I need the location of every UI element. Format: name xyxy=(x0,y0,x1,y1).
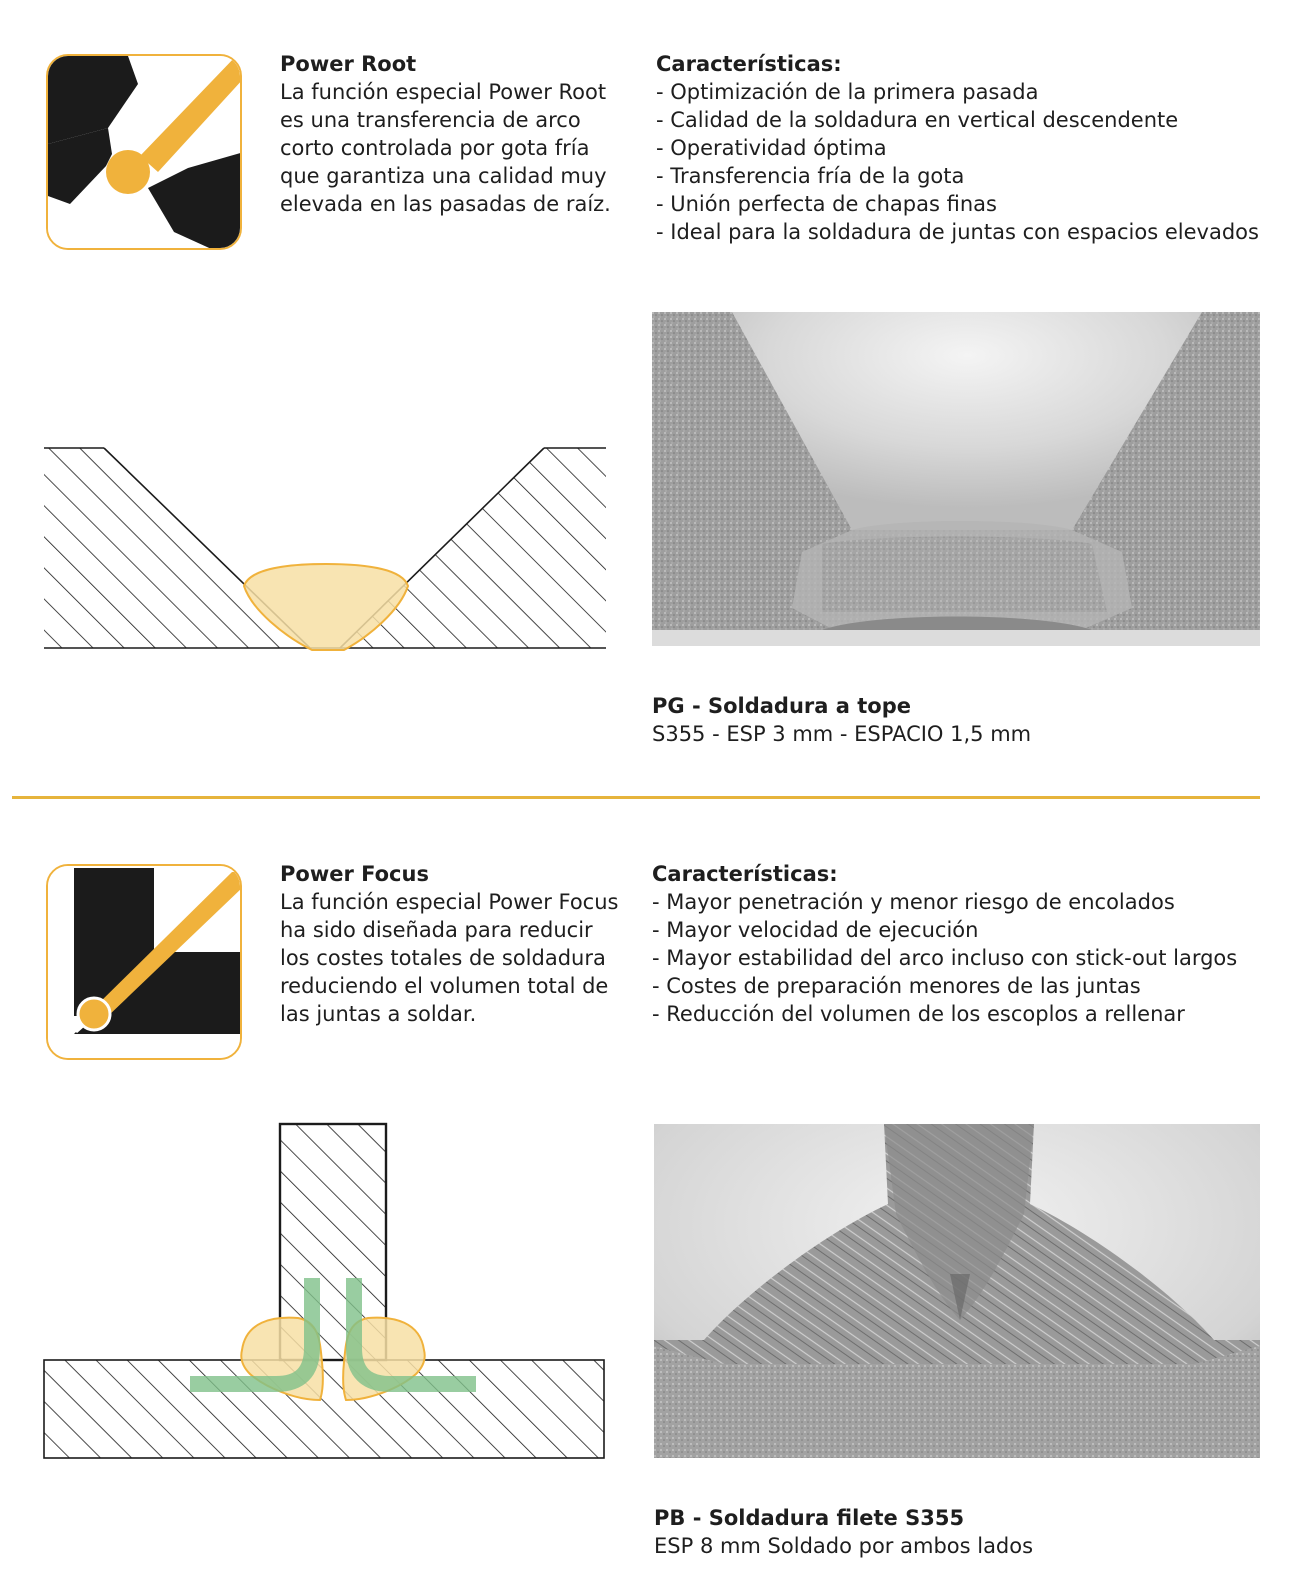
power-focus-features-title: Características: xyxy=(652,862,838,886)
butt-joint-diagram xyxy=(40,440,610,660)
feature-item: - Ideal para la soldadura de juntas con espacios elevados xyxy=(656,220,1259,244)
feature-item: - Optimización de la primera pasada xyxy=(656,80,1039,104)
feature-item: - Operatividad óptima xyxy=(656,136,887,160)
feature-item: - Unión perfecta de chapas finas xyxy=(656,192,997,216)
feature-item: - Costes de preparación menores de las juntas xyxy=(652,974,1141,998)
power-root-features-list xyxy=(656,78,1276,246)
feature-item: - Mayor estabilidad del arco incluso con stick-out largos xyxy=(652,946,1238,970)
power-root-title: Power Root xyxy=(280,52,417,76)
fillet-joint-diagram xyxy=(40,1118,610,1464)
power-root-description: La función especial Power Root es una transferencia de arco corto controlada por gota fría que garantiza una calidad muy elevada en las pasadas de raíz. xyxy=(280,80,611,216)
power-root-caption-title: PG - Soldadura a tope xyxy=(652,694,911,718)
power-focus-caption-sub: ESP 8 mm Soldado por ambos lados xyxy=(654,1534,1034,1558)
feature-item: - Mayor velocidad de ejecución xyxy=(652,918,979,942)
power-root-icon xyxy=(46,54,242,250)
feature-item: - Transferencia fría de la gota xyxy=(656,164,965,188)
power-focus-description: La función especial Power Focus ha sido diseñada para reducir los costes totales de soldadura reduciendo el volumen total de las juntas a soldar. xyxy=(280,890,619,1026)
feature-item: - Reducción del volumen de los escoplos a rellenar xyxy=(652,1002,1185,1026)
fillet-weld-macro-photo xyxy=(654,1124,1260,1458)
feature-item: - Mayor penetración y menor riesgo de encolados xyxy=(652,890,1175,914)
section-divider xyxy=(12,796,1260,799)
butt-weld-macro-photo xyxy=(652,312,1260,646)
power-focus-features-list xyxy=(652,888,1272,1028)
power-focus-title: Power Focus xyxy=(280,862,429,886)
power-focus-caption-title: PB - Soldadura filete S355 xyxy=(654,1506,965,1530)
power-focus-icon xyxy=(46,864,242,1060)
power-root-caption-sub: S355 - ESP 3 mm - ESPACIO 1,5 mm xyxy=(652,722,1032,746)
feature-item: - Calidad de la soldadura en vertical descendente xyxy=(656,108,1179,132)
power-root-features-title: Características: xyxy=(656,52,842,76)
